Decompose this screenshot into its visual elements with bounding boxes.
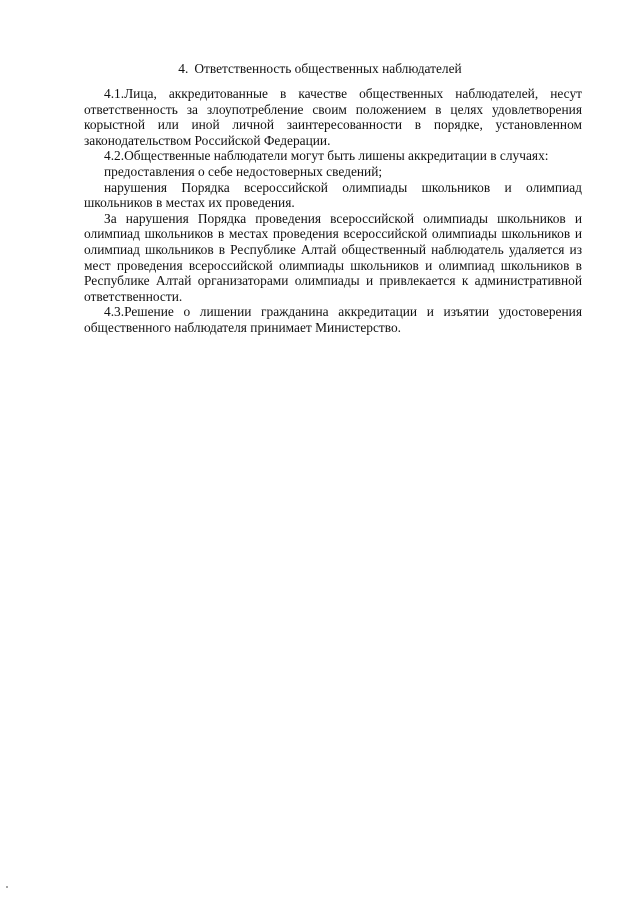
section-heading <box>0 60 640 77</box>
paragraph-4-2-case-2: нарушения Порядка всероссийской олимпиады школьников и олимпиад школьников в местах их проведения. <box>84 179 582 211</box>
scan-artifact-dot <box>6 886 8 888</box>
paragraph-4-3: 4.3.Решение о лишении гражданина аккредитации и изъятии удостоверения общественного наблюдателя принимает Министерство. <box>84 304 582 335</box>
section-number: 4. <box>178 61 189 76</box>
paragraph-4-2: 4.2.Общественные наблюдатели могут быть лишены аккредитации в случаях: <box>104 148 549 164</box>
paragraph-4-2-case-1: предоставления о себе недостоверных сведений; <box>104 163 383 179</box>
section-title: Ответственность общественных наблюдателей <box>194 61 462 76</box>
document-body <box>84 86 582 336</box>
paragraph-violation-consequences: За нарушения Порядка проведения всероссийской олимпиады школьников и олимпиад школьников в местах проведения всероссийской олимпиады школьников и олимпиад школьников в Республике Алтай общественный наблюдатель удаляется из мест проведения всероссийской олимпиады школьников и олимпиад школьников в Республике Алтай организаторами олимпиады и привлекается к административной ответственности. <box>84 210 582 304</box>
paragraph-4-1: 4.1.Лица, аккредитованные в качестве общественных наблюдателей, несут ответственность за злоупотребление своим положением в целях удовлетворения корыстной или иной личной заинтересованности в порядке, установленном законодательством Российской Федерации. <box>84 86 582 148</box>
